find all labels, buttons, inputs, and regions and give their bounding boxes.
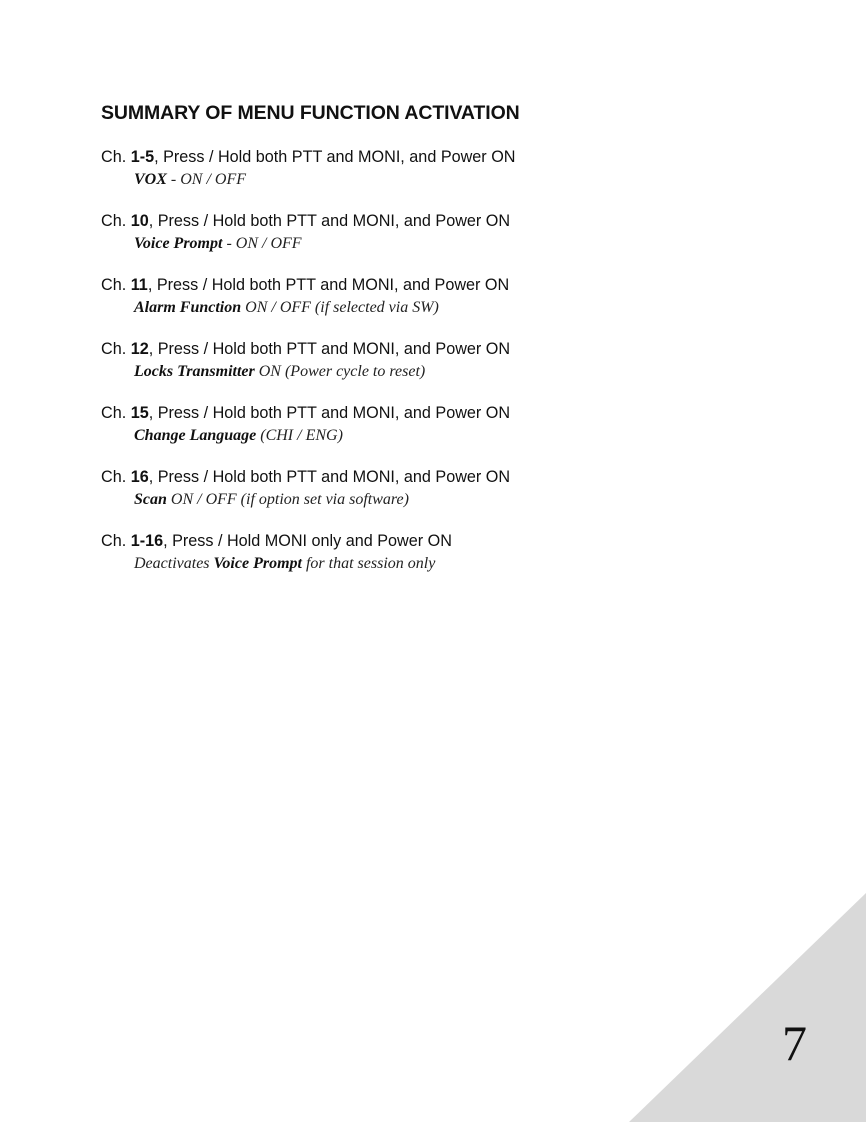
function-name: Locks Transmitter	[134, 363, 255, 380]
function-pre-text: Deactivates	[134, 555, 214, 572]
page-number: 7	[782, 1015, 807, 1071]
function-detail: - ON / OFF	[166, 171, 247, 188]
channel-number: 16	[130, 468, 149, 486]
function-name: Scan	[134, 491, 167, 508]
channel-number: 12	[130, 340, 149, 358]
activation-action: , Press / Hold MONI only and Power ON	[163, 532, 452, 550]
corner-triangle-shape	[629, 893, 866, 1122]
function-detail: - ON / OFF	[222, 235, 302, 252]
activation-action: , Press / Hold both PTT and MONI, and Power ON	[148, 404, 511, 422]
function-name: Voice Prompt	[213, 555, 302, 572]
channel-prefix: Ch.	[101, 276, 131, 294]
channel-prefix: Ch.	[101, 148, 131, 166]
function-name: VOX	[134, 171, 167, 188]
channel-prefix: Ch.	[101, 212, 131, 230]
channel-number: 10	[130, 212, 149, 230]
channel-prefix: Ch.	[101, 340, 131, 358]
activation-action: , Press / Hold both PTT and MONI, and Power ON	[148, 340, 511, 358]
function-detail: ON (Power cycle to reset)	[254, 363, 426, 380]
channel-prefix: Ch.	[101, 532, 131, 550]
activation-action: , Press / Hold both PTT and MONI, and Power ON	[147, 276, 510, 294]
channel-number: 15	[130, 404, 149, 422]
activation-action: , Press / Hold both PTT and MONI, and Power ON	[154, 148, 516, 166]
activation-action: , Press / Hold both PTT and MONI, and Power ON	[148, 468, 511, 486]
function-name: Voice Prompt	[134, 235, 223, 252]
function-detail: ON / OFF (if option set via software)	[166, 491, 409, 508]
channel-number: 11	[130, 276, 148, 294]
function-detail: ON / OFF (if selected via SW)	[241, 299, 439, 316]
page-title: SUMMARY OF MENU FUNCTION ACTIVATION	[101, 102, 520, 124]
channel-number: 1-5	[130, 148, 155, 166]
function-name: Change Language	[134, 427, 257, 444]
function-name: Alarm Function	[134, 299, 242, 316]
function-detail: (CHI / ENG)	[256, 427, 343, 444]
activation-action: , Press / Hold both PTT and MONI, and Power ON	[148, 212, 511, 230]
channel-prefix: Ch.	[101, 404, 131, 422]
channel-number: 1-16	[130, 532, 164, 550]
channel-prefix: Ch.	[101, 468, 131, 486]
function-detail: for that session only	[301, 555, 436, 572]
